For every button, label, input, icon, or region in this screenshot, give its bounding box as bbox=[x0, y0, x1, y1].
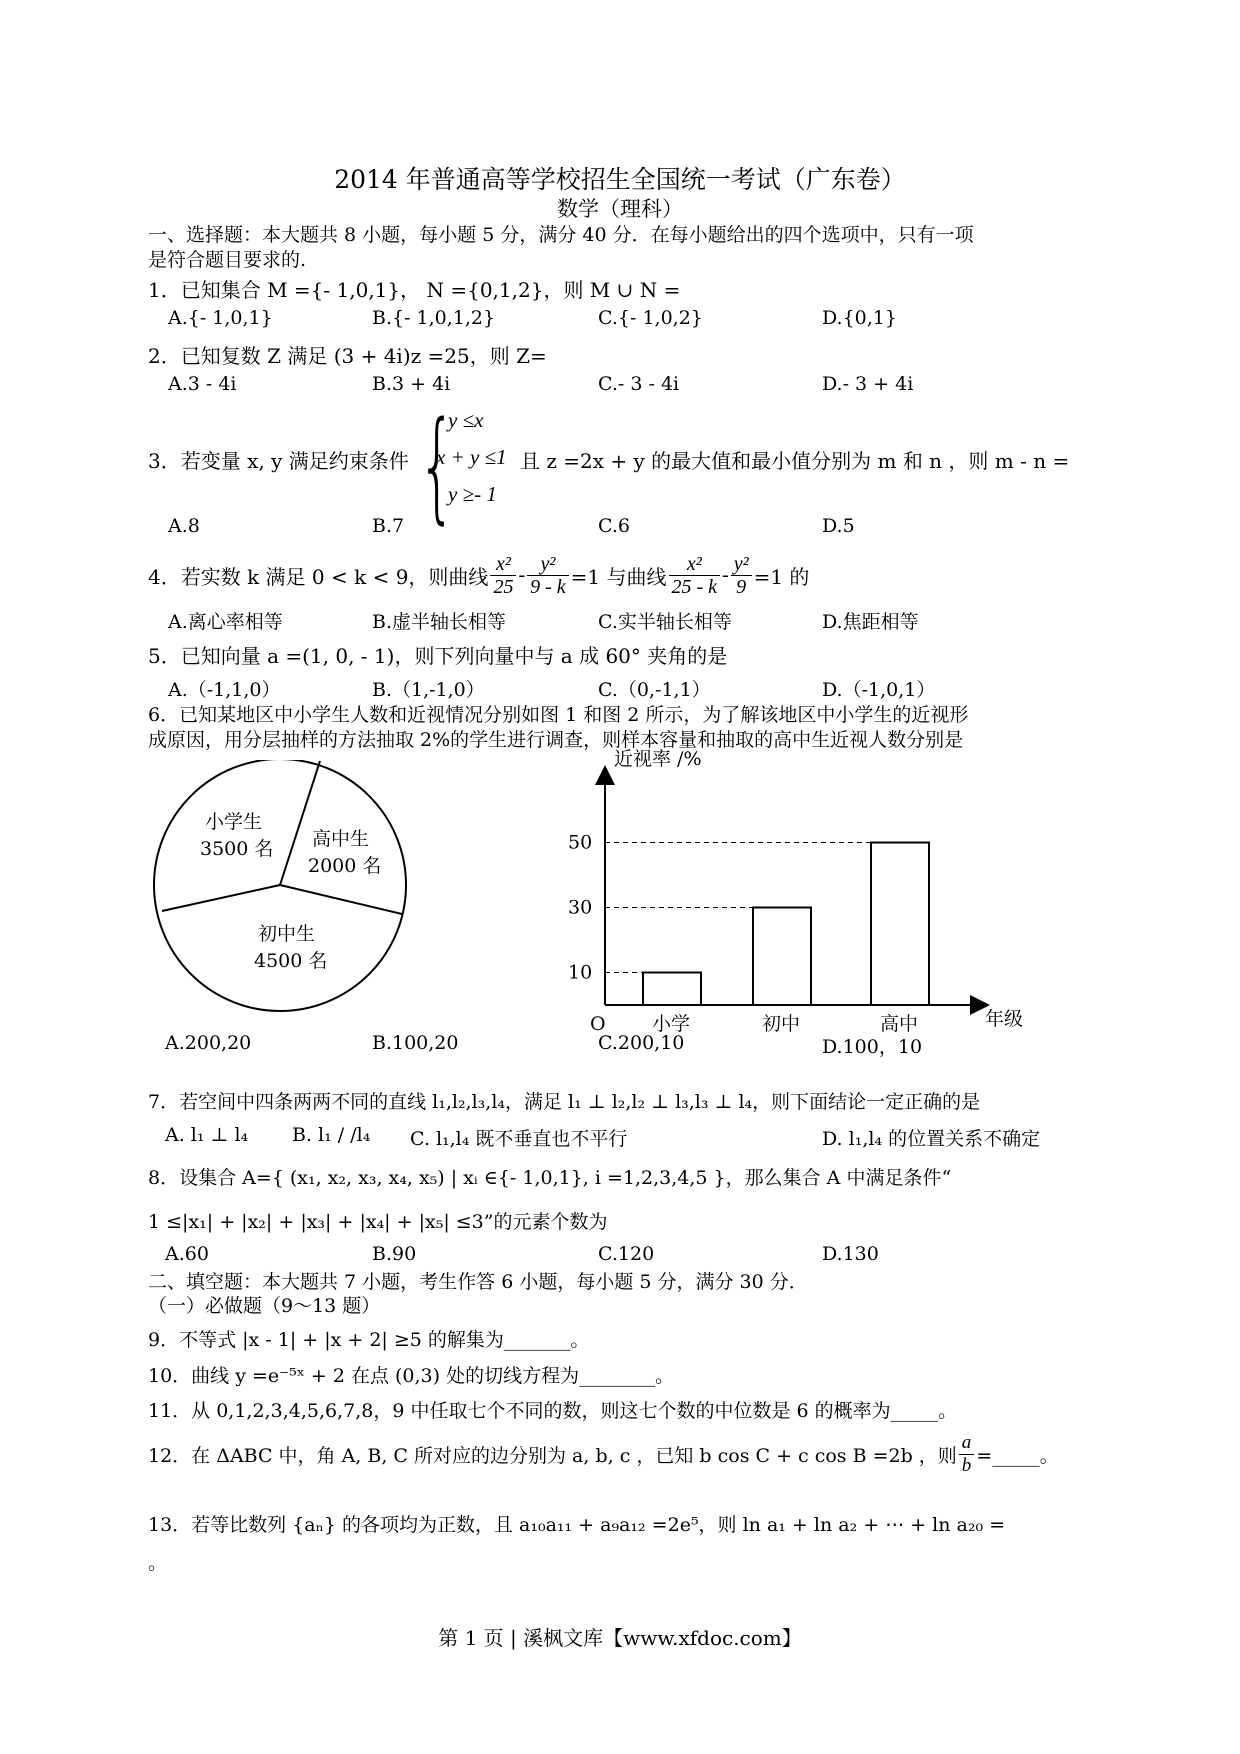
q3-suffix: 且 z =2x + y 的最大值和最小值分别为 m 和 n ，则 m - n = bbox=[520, 449, 1070, 473]
pie-slice-primary-label: 小学生 bbox=[205, 811, 263, 833]
pie-figure bbox=[150, 760, 450, 1060]
q5-option-a: A.（-1,1,0） bbox=[168, 679, 281, 701]
brace-icon: { bbox=[418, 397, 457, 536]
section2-sub: （一）必做题（9～13 题） bbox=[148, 1295, 381, 1317]
q5-option-c: C.（0,-1,1） bbox=[598, 679, 711, 701]
q4-f3-den: 25 - k bbox=[671, 575, 718, 598]
q7-option-b: B. l₁ / /l₄ bbox=[292, 1124, 371, 1146]
y-tick-label: 30 bbox=[568, 896, 593, 919]
y-tick-label: 10 bbox=[568, 961, 593, 984]
q5-stem: 5．已知向量 a =(1, 0, - 1)，则下列向量中与 a 成 60° 夹角的是 bbox=[148, 644, 728, 668]
q8-line-1: 8．设集合 A={ (x₁, x₂, x₃, x₄, x₅) | xᵢ ∈{- 1,0,1}, i =1,2,3,4,5 }，那么集合 A 中满足条件“ bbox=[148, 1167, 952, 1189]
q1-option-b: B.{- 1,0,1,2} bbox=[372, 307, 496, 329]
q4-prefix: 4．若实数 k 满足 0 < k < 9，则曲线 bbox=[148, 564, 489, 589]
q10-stem: 10．曲线 y =e⁻⁵ˣ + 2 在点 (0,3) 处的切线方程为________。 bbox=[148, 1365, 675, 1387]
q1-option-c: C.{- 1,0,2} bbox=[598, 307, 703, 329]
q4-f4-den: 9 bbox=[736, 575, 747, 598]
section2-intro: 二、填空题：本大题共 7 小题，考生作答 6 小题，每小题 5 分，满分 30 分． bbox=[148, 1271, 808, 1293]
bar-1 bbox=[753, 908, 811, 1006]
q4-option-d: D.焦距相等 bbox=[822, 611, 919, 633]
origin-label: O bbox=[590, 1013, 606, 1035]
q7-stem: 7．若空间中四条两两不同的直线 l₁,l₂,l₃,l₄，满足 l₁ ⊥ l₂,l₂ ⊥ l₃,l₃ ⊥ l₄，则下面结论一定正确的是 bbox=[148, 1091, 981, 1113]
q4-f2-num: y² bbox=[527, 553, 569, 576]
q13-line-2: 。 bbox=[148, 1552, 168, 1574]
q1-option-d: D.{0,1} bbox=[822, 307, 897, 329]
pie-slice-primary-count: 3500 名 bbox=[200, 838, 274, 860]
q4-option-a: A.离心率相等 bbox=[168, 611, 283, 633]
q12-f-den: b bbox=[961, 1454, 972, 1476]
pie-slice-middle-label: 初中生 bbox=[258, 923, 316, 945]
q2-option-b: B.3 + 4i bbox=[372, 373, 451, 395]
q8-option-b: B.90 bbox=[372, 1243, 417, 1265]
q3-constraint-3: y ≥- 1 bbox=[448, 482, 497, 506]
q4-f2-den: 9 - k bbox=[530, 575, 566, 598]
q5-option-b: B.（1,-1,0） bbox=[372, 679, 485, 701]
page-title: 2014 年普通高等学校招生全国统一考试（广东卷） bbox=[334, 165, 906, 194]
page-footer: 第 1 页 | 溪枫文库【www.xfdoc.com】 bbox=[438, 1626, 802, 1650]
q8-option-a: A.60 bbox=[165, 1243, 209, 1265]
q6-option-d: D.100，10 bbox=[822, 1036, 923, 1058]
q4-fraction-1 bbox=[490, 553, 516, 598]
section1-intro-2: 是符合题目要求的. bbox=[148, 249, 307, 271]
q13-stem: 13．若等比数列 {aₙ} 的各项均为正数，且 a₁₀a₁₁ + a₉a₁₂ =2e⁵，则 ln a₁ + ln a₂ + ⋯ + ln a₂₀ = bbox=[148, 1514, 1006, 1536]
q3-option-a: A.8 bbox=[168, 515, 200, 537]
pie-slice-middle-count: 4500 名 bbox=[254, 950, 328, 972]
q2-option-a: A.3 - 4i bbox=[168, 373, 237, 395]
x-tick-label: 小学 bbox=[652, 1013, 691, 1035]
q4-f4-num: y² bbox=[731, 553, 752, 576]
bar-0 bbox=[643, 973, 701, 1006]
x-tick-label: 高中 bbox=[880, 1013, 919, 1035]
pie-slice-high-label: 高中生 bbox=[312, 828, 370, 850]
q2-option-d: D.- 3 + 4i bbox=[822, 373, 914, 395]
section1-intro: 一、选择题：本大题共 8 小题，每小题 5 分，满分 40 分．在每小题给出的四个选项中，只有一项 bbox=[148, 224, 974, 246]
q4-fraction-4 bbox=[731, 553, 752, 598]
q8-line-2: 1 ≤|x₁| + |x₂| + |x₃| + |x₄| + |x₅| ≤3”的元素个数为 bbox=[148, 1211, 608, 1233]
pie-slice-high-count: 2000 名 bbox=[308, 855, 382, 877]
q3-prefix: 3．若变量 x, y 满足约束条件 bbox=[148, 449, 409, 473]
q12-f-num: a bbox=[959, 1432, 975, 1455]
q8-option-d: D.130 bbox=[822, 1243, 879, 1265]
pie-divider-3 bbox=[280, 885, 402, 914]
q7-option-a: A. l₁ ⊥ l₄ bbox=[165, 1124, 249, 1146]
q7-option-c: C. l₁,l₄ 既不垂直也不平行 bbox=[410, 1128, 628, 1150]
q1-option-a: A.{- 1,0,1} bbox=[168, 307, 273, 329]
x-axis-label: 年级 bbox=[985, 1008, 1024, 1030]
q6-line-2: 成原因，用分层抽样的方法抽取 2%的学生进行调查，则样本容量和抽取的高中生近视人数分别是 bbox=[148, 729, 964, 751]
bar-chart bbox=[560, 740, 1040, 1040]
q4-f1-den: 25 bbox=[493, 575, 514, 598]
q12-text: 12．在 ΔABC 中，角 A, B, C 所对应的边分别为 a, b, c ，已知 b cos C + c cos B =2b ，则 bbox=[148, 1444, 957, 1467]
q4-f3-num: x² bbox=[669, 553, 721, 576]
q6-option-b: B.100,20 bbox=[372, 1032, 459, 1054]
q3-option-d: D.5 bbox=[822, 515, 855, 537]
q4-option-b: B.虚半轴长相等 bbox=[372, 611, 507, 633]
q4-f1-num: x² bbox=[490, 553, 516, 576]
x-tick-label: 初中 bbox=[762, 1013, 801, 1035]
y-tick-label: 50 bbox=[568, 831, 593, 854]
pie-divider-2 bbox=[162, 885, 280, 911]
q3-constraint-1: y ≤x bbox=[448, 408, 484, 432]
q3-option-c: C.6 bbox=[598, 515, 630, 537]
q12-fraction bbox=[959, 1432, 975, 1477]
q7-option-d: D. l₁,l₄ 的位置关系不确定 bbox=[822, 1128, 1041, 1150]
q5-option-d: D.（-1,0,1） bbox=[822, 679, 936, 701]
q3-constraint-2: x + y ≤1 bbox=[436, 445, 507, 469]
bar-2 bbox=[871, 843, 929, 1006]
q6-line-1: 6．已知某地区中小学生人数和近视情况分别如图 1 和图 2 所示，为了解该地区中小学生的近视形 bbox=[148, 704, 969, 726]
q8-option-c: C.120 bbox=[598, 1243, 655, 1265]
q1-stem: 1．已知集合 M ={- 1,0,1}， N ={0,1,2}，则 M ∪ N = bbox=[148, 278, 681, 302]
page-subtitle: 数学（理科） bbox=[557, 197, 683, 221]
q9-stem: 9．不等式 |x - 1| + |x + 2| ≥5 的解集为_______。 bbox=[148, 1329, 590, 1351]
q4-fraction-3 bbox=[669, 553, 721, 598]
q12-stem bbox=[148, 1424, 1059, 1484]
q4-mid: =1 与曲线 bbox=[570, 564, 667, 589]
q4-option-c: C.实半轴长相等 bbox=[598, 611, 732, 633]
q4-stem: 4．若实数 k 满足 0 < k < 9，则曲线 $\frac{\text{x²}}{25}$ - $\frac{\text{y²}}{9 - k}$ =1 与曲线 $\frac{\text{x²}}{25 - k}$ - $\frac{\text{y²}}{9}$ =1 的 bbox=[148, 552, 810, 598]
q4-fraction-2 bbox=[527, 553, 569, 598]
q2-stem: 2．已知复数 Z 满足 (3 + 4i)z =25，则 Z= bbox=[148, 344, 547, 368]
q6-option-a: A.200,20 bbox=[165, 1032, 252, 1054]
y-axis-label: 近视率 /% bbox=[614, 748, 702, 770]
q4-end: =1 的 bbox=[753, 564, 810, 589]
q6-option-c: C.200,10 bbox=[598, 1032, 685, 1054]
q3-option-b: B.7 bbox=[372, 515, 405, 537]
q11-stem: 11．从 0,1,2,3,4,5,6,7,8，9 中任取七个不同的数，则这七个数的中位数是 6 的概率为_____。 bbox=[148, 1400, 958, 1422]
q2-option-c: C.- 3 - 4i bbox=[598, 373, 680, 395]
q12-end: =_____。 bbox=[976, 1444, 1059, 1467]
